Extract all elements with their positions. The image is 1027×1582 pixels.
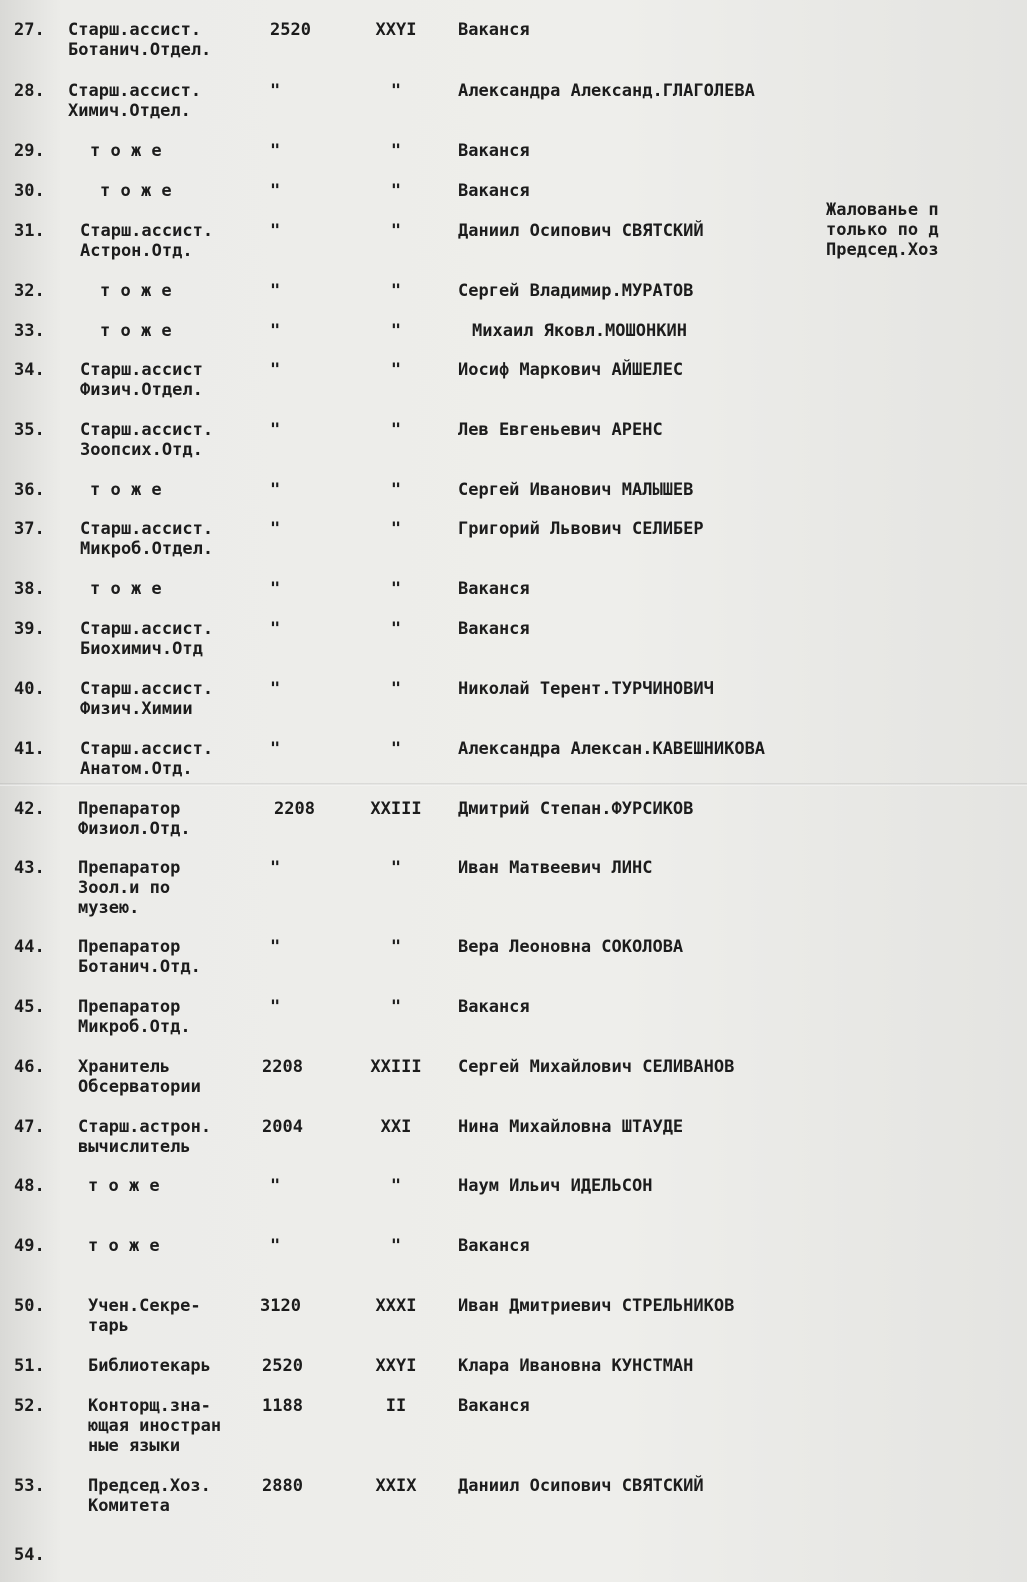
salary: " [270,480,281,500]
row-number: 37. [14,519,45,539]
employee-name: Даниил Осипович СВЯТСКИЙ [458,221,704,241]
position-title: Старш.ассист. Биохимич.Отд [80,619,214,659]
salary: " [270,937,281,957]
salary: " [270,679,281,699]
row-number: 45. [14,997,45,1017]
category: " [390,321,402,341]
employee-name: Ваканся [458,181,530,201]
position-title: т о ж е [90,141,162,161]
position-title: Старш.ассист. Физич.Химии [80,679,214,719]
row-number: 27. [14,20,45,40]
position-title: Старш.ассист. Ботанич.Отдел. [68,20,212,60]
position-title: Препаратор Микроб.Отд. [78,997,191,1037]
category: " [390,739,402,759]
salary: 2520 [262,1356,303,1376]
employee-name: Лев Евгеньевич АРЕНС [458,420,663,440]
position-title: т о ж е [90,480,162,500]
row-number: 30. [14,181,45,201]
position-title: Старш.ассист Физич.Отдел. [80,360,203,400]
category: XXXI [375,1296,417,1316]
salary: 3120 [260,1296,301,1316]
employee-name: Вера Леоновна СОКОЛОВА [458,937,684,957]
category: " [390,480,402,500]
salary: 2520 [270,20,311,40]
position-title: т о ж е [90,579,162,599]
employee-name: Иосиф Маркович АЙШЕЛЕС [458,360,684,380]
employee-name: Ваканся [458,141,530,161]
salary: " [270,619,281,639]
position-title: Конторщ.зна- ющая иностран ные языки [88,1396,222,1456]
category: XXI [380,1117,412,1137]
category: II [385,1396,407,1416]
row-number: 42. [14,799,45,819]
salary: " [270,1236,281,1256]
category: XXIII [370,1057,422,1077]
row-number: 36. [14,480,45,500]
employee-name: Ваканся [458,619,530,639]
employee-name: Александра Александ.ГЛАГОЛЕВА [458,81,755,101]
category: " [390,679,402,699]
salary: " [270,997,281,1017]
employee-name: Иван Дмитриевич СТРЕЛЬНИКОВ [458,1296,735,1316]
salary: " [270,579,281,599]
employee-name: Сергей Иванович МАЛЫШЕВ [458,480,694,500]
position-title: Старш.ассист. Анатом.Отд. [80,739,214,779]
salary: " [270,221,281,241]
employee-name: Николай Терент.ТУРЧИНОВИЧ [458,679,714,699]
salary: " [270,858,281,878]
employee-name: Клара Ивановна КУНСТМАН [458,1356,694,1376]
employee-name: Александра Алексан.КАВЕШНИКОВА [458,739,766,759]
category: " [390,858,402,878]
row-number: 41. [14,739,45,759]
employee-name: Ваканся [458,20,530,40]
paper-fold [0,783,1027,786]
position-title: т о ж е [100,321,172,341]
category: " [390,420,402,440]
position-title: Старш.ассист. Астрон.Отд. [80,221,214,261]
employee-name: Михаил Яковл.МОШОНКИН [472,321,687,341]
category: XXYI [375,1356,417,1376]
position-title: Старш.ассист. Микроб.Отдел. [80,519,214,559]
category: " [390,519,402,539]
row-number: 48. [14,1176,45,1196]
salary: " [270,181,281,201]
employee-name: Ваканся [458,1396,530,1416]
row-number: 52. [14,1396,45,1416]
margin-note: Жалованье п только по д Председ.Хоз [826,200,939,260]
row-number: 32. [14,281,45,301]
salary: " [270,739,281,759]
category: " [390,181,402,201]
employee-name: Григорий Львович СЕЛИБЕР [458,519,704,539]
salary: 2208 [262,1057,303,1077]
row-number: 46. [14,1057,45,1077]
employee-name: Иван Матвеевич ЛИНС [458,858,653,878]
row-number: 43. [14,858,45,878]
row-number: 49. [14,1236,45,1256]
salary: 1188 [262,1396,303,1416]
salary: " [270,321,281,341]
category: " [390,997,402,1017]
category: " [390,1176,402,1196]
position-title: Библиотекарь [88,1356,211,1376]
salary: 2208 [274,799,315,819]
position-title: т о ж е [100,281,172,301]
row-number: 29. [14,141,45,161]
row-number: 38. [14,579,45,599]
salary: " [270,281,281,301]
row-number: 44. [14,937,45,957]
position-title: Препаратор Физиол.Отд. [78,799,191,839]
category: " [390,141,402,161]
row-number: 39. [14,619,45,639]
category: XXIX [375,1476,417,1496]
salary: " [270,519,281,539]
employee-name: Даниил Осипович СВЯТСКИЙ [458,1476,704,1496]
row-number: 40. [14,679,45,699]
salary: " [270,1176,281,1196]
category: " [390,281,402,301]
salary: 2004 [262,1117,303,1137]
salary: " [270,360,281,380]
position-title: т о ж е [100,181,172,201]
position-title: т о ж е [88,1236,160,1256]
category: " [390,360,402,380]
category: XXYI [375,20,417,40]
category: " [390,937,402,957]
position-title: Старш.ассист. Химич.Отдел. [68,81,202,121]
salary: " [270,81,281,101]
position-title: Старш.астрон. вычислитель [78,1117,212,1157]
row-number: 28. [14,81,45,101]
category: XXIII [370,799,422,819]
employee-name: Дмитрий Степан.ФУРСИКОВ [458,799,694,819]
position-title: Учен.Секре- тарь [88,1296,201,1336]
category: " [390,619,402,639]
position-title: Хранитель Обсерватории [78,1057,201,1097]
row-number: 51. [14,1356,45,1376]
position-title: Старш.ассист. Зоопсих.Отд. [80,420,214,460]
row-number: 34. [14,360,45,380]
row-number: 54. [14,1545,45,1565]
employee-name: Наум Ильич ИДЕЛЬСОН [458,1176,653,1196]
position-title: Препаратор Зоол.и по музею. [78,858,181,918]
row-number: 47. [14,1117,45,1137]
row-number: 33. [14,321,45,341]
position-title: Препаратор Ботанич.Отд. [78,937,201,977]
salary: 2880 [262,1476,303,1496]
employee-name: Ваканся [458,997,530,1017]
employee-name: Ваканся [458,579,530,599]
row-number: 50. [14,1296,45,1316]
category: " [390,221,402,241]
employee-name: Сергей Михайлович СЕЛИВАНОВ [458,1057,735,1077]
category: " [390,579,402,599]
row-number: 53. [14,1476,45,1496]
category: " [390,81,402,101]
category: " [390,1236,402,1256]
employee-name: Сергей Владимир.МУРАТОВ [458,281,694,301]
position-title: т о ж е [88,1176,160,1196]
row-number: 31. [14,221,45,241]
salary: " [270,420,281,440]
row-number: 35. [14,420,45,440]
employee-name: Нина Михайловна ШТАУДЕ [458,1117,684,1137]
position-title: Председ.Хоз. Комитета [88,1476,211,1516]
employee-name: Ваканся [458,1236,530,1256]
salary: " [270,141,281,161]
